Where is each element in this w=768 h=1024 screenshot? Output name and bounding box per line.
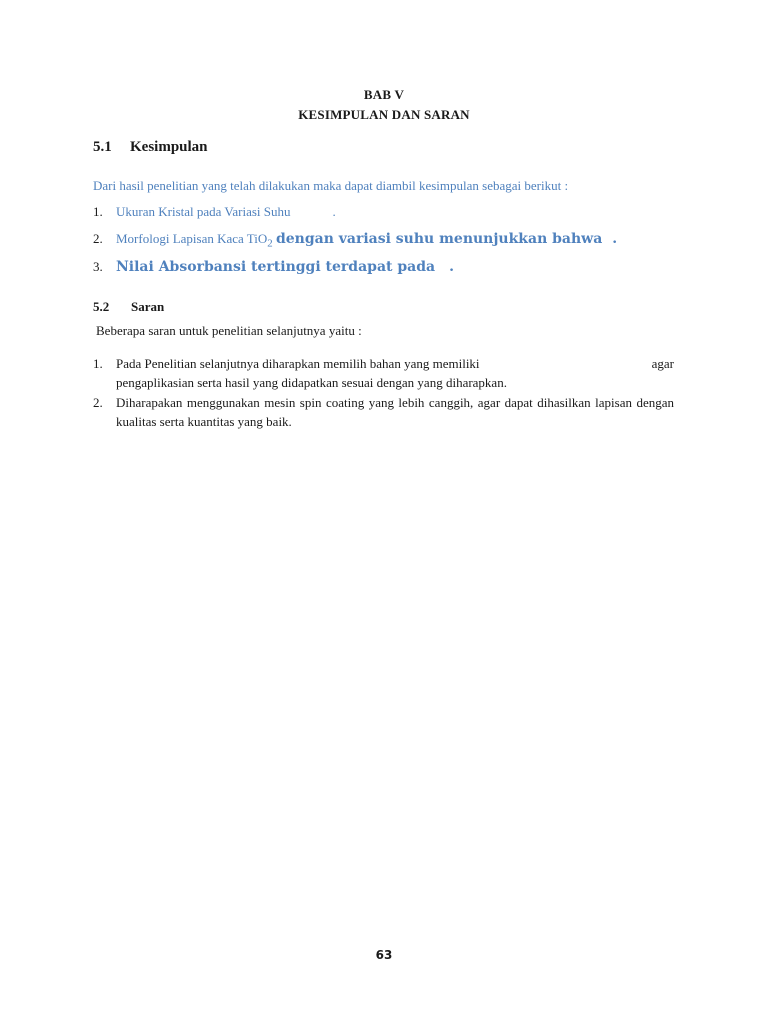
- conclusion-item-2: [93, 231, 617, 250]
- chapter-number: BAB V: [363, 87, 405, 102]
- conclusion-text: Ukuran Kristal pada Variasi Suhu: [116, 204, 291, 219]
- section-number: 5.1: [93, 139, 112, 155]
- section-heading-saran: [93, 299, 164, 315]
- suggestion-item-2: [93, 393, 674, 431]
- conclusion-end: .: [332, 204, 336, 219]
- section-title: Saran: [131, 299, 165, 314]
- chapter-title: KESIMPULAN DAN SARAN: [298, 107, 470, 122]
- list-number: 2.: [93, 395, 103, 410]
- list-number: 1.: [93, 204, 103, 219]
- subscript: 2: [267, 237, 273, 250]
- suggestion-text: Pada Penelitian selanjutnya diharapkan memilih bahan yang memiliki: [116, 356, 480, 371]
- conclusion-end: .: [612, 231, 618, 247]
- suggestion-text: Diharapakan menggunakan mesin spin coating yang lebih canggih, agar dapat dihasilkan lapisan dengan kualitas serta kuantitas yang baik.: [116, 395, 674, 429]
- conclusion-end: .: [449, 259, 454, 275]
- conclusion-text: Morfologi Lapisan Kaca TiO: [116, 231, 268, 246]
- suggestion-intro: Beberapa saran untuk penelitian selanjutnya yaitu :: [96, 323, 362, 338]
- list-number: 3.: [93, 259, 103, 274]
- conclusion-item-1: [93, 204, 336, 220]
- section-number: 5.2: [93, 299, 110, 314]
- list-number: 2.: [93, 231, 103, 246]
- conclusion-intro: Dari hasil penelitian yang telah dilakukan maka dapat diambil kesimpulan sebagai berikut :: [93, 178, 569, 193]
- conclusion-item-3: [93, 259, 454, 275]
- suggestion-text-continued: pengaplikasian serta hasil yang didapatkan sesuai dengan yang diharapkan.: [116, 375, 507, 390]
- page-number: 63: [375, 948, 393, 962]
- suggestion-text-end: agar: [651, 356, 674, 371]
- section-title: Kesimpulan: [130, 139, 208, 155]
- conclusion-bold-text: dengan variasi suhu menunjukkan bahwa: [275, 231, 603, 247]
- section-heading-kesimpulan: [93, 139, 208, 156]
- conclusion-bold-text: Nilai Absorbansi tertinggi terdapat pada: [116, 259, 436, 275]
- list-number: 1.: [93, 356, 103, 371]
- suggestion-item-1: [93, 354, 674, 392]
